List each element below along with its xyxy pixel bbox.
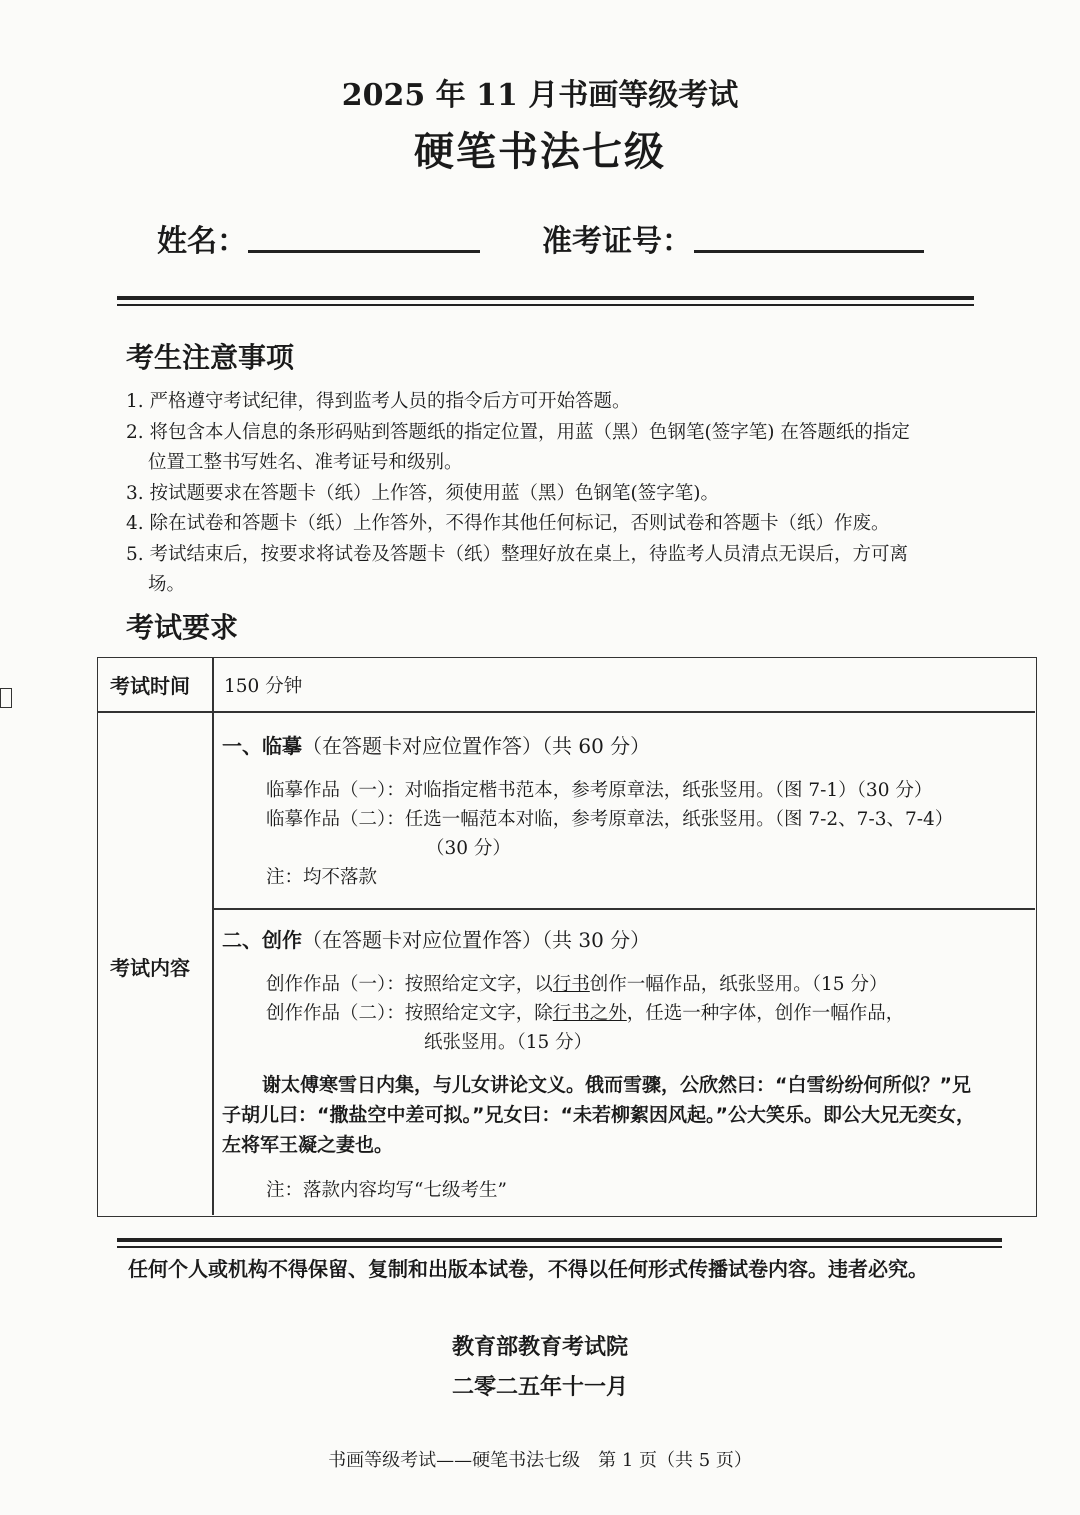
list-item: 注：均不落款 [266,867,378,888]
notes-heading: 考生注意事项 [126,341,295,374]
list-item: 创作作品（一）：按照给定文字，以行书创作一幅作品，纸张竖用。（15 分） [266,974,888,995]
passage-text [222,1070,1034,1160]
section-1-body [266,776,953,892]
list-item: 3. 按试题要求在答题卡（纸）上作答，须使用蓝（黑）色钢笔(签字笔)。 [126,482,719,504]
list-item: 纸张竖用。（15 分） [424,1032,593,1053]
id-label: 准考证号： [542,224,692,259]
notes-list [126,387,1026,601]
list-item: 4. 除在试卷和答题卡（纸）上作答外，不得作其他任何标记，否则试卷和答题卡（纸）作废。 [126,513,890,534]
passage-line: 谢太傅寒雪日内集，与儿女讲论文义。俄而雪骤，公欣然曰：“白雪纷纷何所似？”兄 [262,1074,971,1096]
time-label: 考试时间 [110,674,190,698]
issuer: 教育部教育考试院 [451,1334,628,1360]
page-footer: 书画等级考试——硬笔书法七级 第 1 页（共 5 页） [328,1450,752,1471]
list-item: （30 分） [426,838,511,859]
passage-line: 左将军王凝之妻也。 [222,1134,394,1156]
issue-date: 二零二五年十一月 [451,1374,628,1400]
section-2-note: 注：落款内容均写“七级考生” [266,1180,507,1201]
list-item: 临摹作品（二）：任选一幅范本对临，参考原章法，纸张竖用。（图 7-2、7-3、7-4） [266,809,954,830]
passage-line: 子胡儿曰：“撒盐空中差可拟。”兄女曰：“未若柳絮因风起。”公大笑乐。即公大兄无奕女， [222,1104,975,1126]
list-item: 临摹作品（一）：对临指定楷书范本，参考原章法，纸张竖用。（图 7-1）（30 分） [266,780,933,801]
list-item: 场。 [148,574,186,595]
section-1-heading: 一、临摹（在答题卡对应位置作答）（共 60 分） [222,734,651,758]
content-label: 考试内容 [110,956,190,980]
list-item: 1. 严格遵守考试纪律，得到监考人员的指令后方可开始答题。 [126,391,631,412]
copyright-notice: 任何个人或机构不得保留、复制和出版本试卷，不得以任何形式传播试卷内容。违者必究。 [128,1257,928,1281]
list-item: 位置工整书写姓名、准考证号和级别。 [148,452,463,473]
scan-mark-icon [0,688,12,708]
id-field[interactable] [694,250,924,253]
requirements-heading: 考试要求 [126,611,239,644]
exam-subtitle: 硬笔书法七级 [414,128,666,175]
exam-title: 2025 年 11 月书画等级考试 [341,78,739,113]
list-item: 2. 将包含本人信息的条形码贴到答题纸的指定位置，用蓝（黑）色钢笔(签字笔) 在答题纸的指定 [126,421,910,443]
time-value: 150 分钟 [224,676,303,697]
list-item: 创作作品（二）：按照给定文字，除行书之外，任选一种字体，创作一幅作品， [266,1003,905,1024]
section-2-heading: 二、创作（在答题卡对应位置作答）（共 30 分） [222,928,651,952]
bottom-divider [117,1238,1002,1248]
top-divider [117,296,974,306]
name-field[interactable] [248,250,480,253]
list-item: 5. 考试结束后，按要求将试卷及答题卡（纸）整理好放在桌上，待监考人员清点无误后，方可离 [126,543,909,565]
section-2-body [266,970,904,1057]
name-label: 姓名： [157,224,247,259]
